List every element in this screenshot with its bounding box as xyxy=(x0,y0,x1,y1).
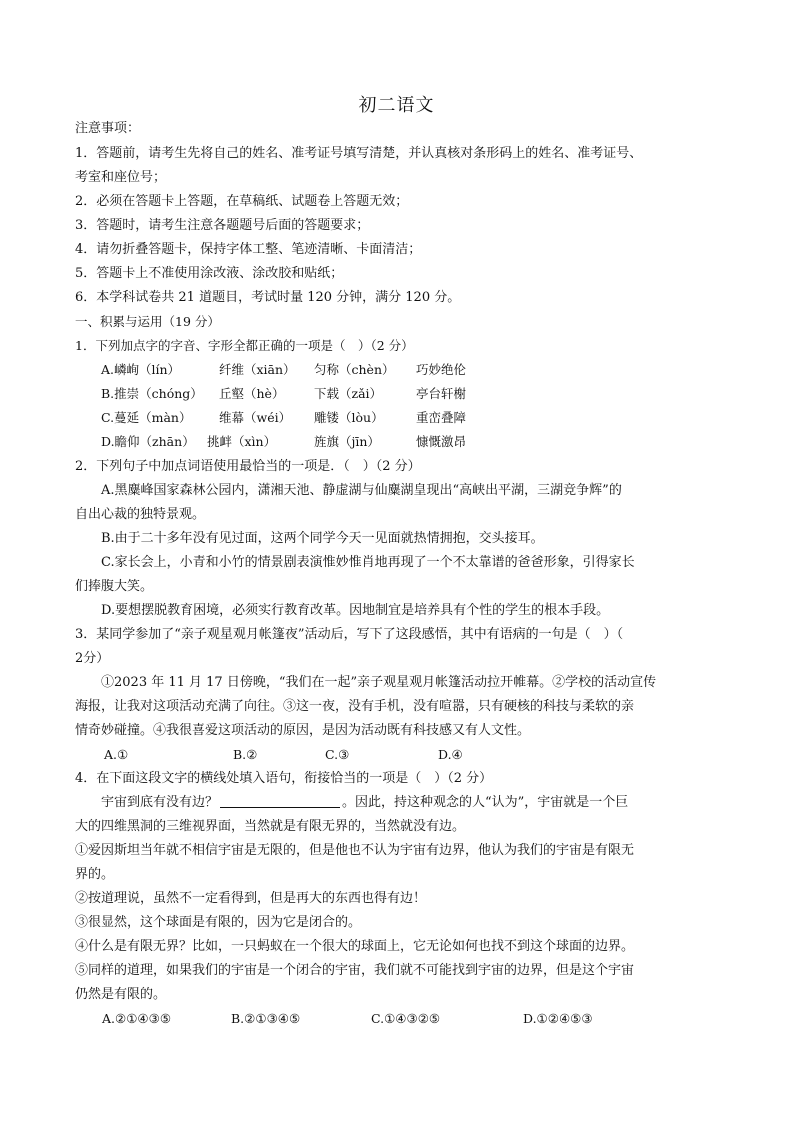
note-line: 考室和座位号； xyxy=(75,170,167,185)
q1-option-c-4: 重峦叠障 xyxy=(416,410,467,425)
q4-item: ④什么是有限无界？比如，一只蚂蚁在一个很大的球面上，它无论如何也找不到这个球面的边界。 xyxy=(75,939,635,954)
q1-option-d-1: D.瞻仰（zhān） xyxy=(101,434,195,449)
note-line: 3．答题时，请考生注意各题题号后面的答题要求； xyxy=(75,218,370,233)
section-heading: 一、积累与运用（19 分） xyxy=(75,314,220,329)
q3-option-b: B.② xyxy=(233,747,258,762)
note-line: 2．必须在答题卡上答题，在草稿纸、试题卷上答题无效； xyxy=(75,194,409,209)
question-1-stem: 1．下列加点字的字音、字形全都正确的一项是（ ）（2 分） xyxy=(75,338,414,353)
page-title: 初二语文 xyxy=(358,95,435,116)
question-4-stem: 4．在下面这段文字的横线处填入语句，衔接恰当的一项是（ ）（2 分） xyxy=(75,771,493,786)
q2-line: A.黑麋峰国家森林公园内，潇湘天池、静虚湖与仙麋湖皇现出“高峡出平湖，三湖竞争辉”的 xyxy=(101,483,622,498)
q4-item: 仍然是有限的。 xyxy=(75,987,167,1002)
q1-option-c-2: 维幕（wéi） xyxy=(219,410,292,425)
q1-option-b-2: 丘壑（hè） xyxy=(219,386,285,401)
note-line: 1．答题前，请考生先将自己的姓名、准考证号填写清楚，并认真核对条形码上的姓名、准考证号、 xyxy=(75,146,643,161)
q3-option-d: D.④ xyxy=(438,747,463,762)
q1-option-b-4: 亭台轩榭 xyxy=(416,386,467,401)
q4-item: ③很显然，这个球面是有限的，因为它是闭合的。 xyxy=(75,915,362,930)
q1-option-a-4: 巧妙绝伦 xyxy=(416,362,467,377)
q3-line: 情奇妙碰撞。④我很喜爱这项活动的原因，是因为活动既有科技感又有人文性。 xyxy=(75,723,531,738)
q4-item: ①爱因斯坦当年就不相信宇宙是无限的，但是他也不认为宇宙有边界，他认为我们的宇宙是有限无 xyxy=(75,843,635,858)
q4-option-d: D.①②④⑤③ xyxy=(523,1011,593,1026)
q1-option-a-2: 纤维（xiān） xyxy=(219,362,296,377)
q1-option-d-3: 旌旗（jīn） xyxy=(314,434,380,449)
q3-option-a: A.① xyxy=(104,747,129,762)
note-line: 4．请勿折叠答题卡，保持字体工整、笔迹清晰、卡面清洁； xyxy=(75,242,422,257)
q1-option-c-1: C.蔓延（màn） xyxy=(101,410,192,425)
q1-option-a-1: A.嶙峋（lín） xyxy=(101,362,181,377)
q4-option-b: B.②①③④⑤ xyxy=(231,1011,301,1026)
q1-option-d-4: 慷慨激昂 xyxy=(416,434,467,449)
q3-option-c: C.③ xyxy=(325,747,350,762)
q2-line: C.家长会上，小青和小竹的情景剧表演惟妙惟肖地再现了一个不太靠谱的爸爸形象，引得家长 xyxy=(101,555,635,570)
notes-heading: 注意事项： xyxy=(75,121,141,136)
q1-option-b-3: 下载（zǎi） xyxy=(314,386,383,401)
q3-line: ①2023 年 11 月 17 日傍晚，“我们在一起”亲子观星观月帐篷活动拉开帷幕。②学校的活动宣传 xyxy=(101,675,657,690)
fill-in-blank[interactable] xyxy=(220,795,340,808)
q4-paragraph-start: 宇宙到底有没有边？ xyxy=(101,795,219,810)
note-line: 6．本学科试卷共 21 道题目，考试时量 120 分钟，满分 120 分。 xyxy=(75,290,461,305)
question-3-stem: 3．某同学参加了“亲子观星观月帐篷夜”活动后，写下了这段感悟，其中有语病的一句是（ ）（ xyxy=(75,627,624,642)
q2-line: 们捧腹大笑。 xyxy=(75,579,154,594)
question-2-stem: 2．下列句子中加点词语使用最恰当的一项是．（ ）（2 分） xyxy=(75,459,421,474)
q2-line: 自出心裁的独特景观。 xyxy=(75,507,206,522)
q4-paragraph-cont: 大的四维黑洞的三维视界面，当然就是有限无界的，当然就没有边。 xyxy=(75,819,466,834)
q4-paragraph-rest: 。因此，持这种观念的人“认为”，宇宙就是一个巨 xyxy=(342,795,629,810)
q1-option-b-1: B.推崇（chóng） xyxy=(101,386,203,401)
q2-line: D.要想摆脱教育困境，必须实行教育改革。因地制宜是培养具有个性的学生的根本手段。 xyxy=(101,603,610,618)
q1-option-a-3: 匀称（chèn） xyxy=(314,362,395,377)
q1-option-d-2: 挑衅（xìn） xyxy=(207,434,277,449)
q4-paragraph xyxy=(101,795,628,811)
q4-option-c: C.①④③②⑤ xyxy=(371,1011,441,1026)
q3-line: 海报，让我对这项活动充满了向往。③这一夜，没有手机，没有喧嚣，只有硬核的科技与柔软的亲 xyxy=(75,699,635,714)
q4-option-a: A.②①④③⑤ xyxy=(102,1011,172,1026)
note-line: 5．答题卡上不准使用涂改液、涂改胶和贴纸； xyxy=(75,266,344,281)
q4-item: 界的。 xyxy=(75,867,115,882)
question-3-stem-cont: 2分） xyxy=(75,651,110,666)
q4-item: ②按道理说，虽然不一定看得到，但是再大的东西也得有边！ xyxy=(75,891,427,906)
q1-option-c-3: 雕镂（lòu） xyxy=(314,410,384,425)
q4-item: ⑤同样的道理，如果我们的宇宙是一个闭合的宇宙，我们就不可能找到宇宙的边界，但是这个宇宙 xyxy=(75,963,635,978)
q2-line: B.由于二十多年没有见过面，这两个同学今天一见面就热情拥抱，交头接耳。 xyxy=(101,531,544,546)
